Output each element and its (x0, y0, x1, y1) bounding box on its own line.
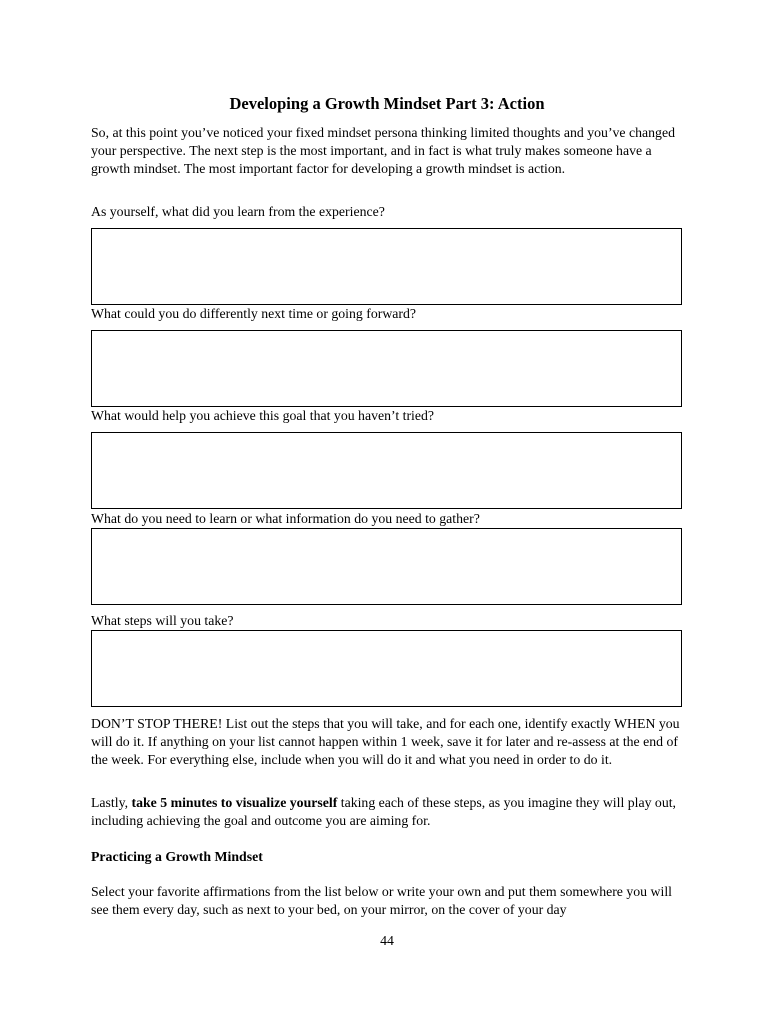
answer-box-steps[interactable] (91, 630, 682, 707)
document-page (91, 0, 683, 1024)
lastly-text-start: Lastly, (91, 795, 132, 810)
question-differently: What could you do differently next time or going forward? (91, 306, 417, 321)
page-title: Developing a Growth Mindset Part 3: Action (229, 94, 545, 113)
question-information: What do you need to learn or what information do you need to gather? (91, 511, 480, 526)
lastly-paragraph (91, 794, 683, 830)
answer-box-help[interactable] (91, 432, 682, 509)
lastly-text-end: taking each of these steps, as you imagine they will play out, including achieving the goal and outcome you are aiming for. (91, 795, 677, 828)
intro-paragraph: So, at this point you’ve noticed your fixed mindset persona thinking limited thoughts and you’ve changed your perspective. The next step is the most important, and in fact is what truly makes someone have a growth mindset. The most important factor for developing a growth mindset is action. (91, 125, 675, 176)
affirmations-paragraph: Select your favorite affirmations from the list below or write your own and put them somewhere you will see them every day, such as next to your bed, on your mirror, on the cover of your day (91, 884, 672, 917)
page-number: 44 (380, 933, 394, 948)
answer-box-learn[interactable] (91, 228, 682, 305)
question-learn: As yourself, what did you learn from the experience? (91, 204, 385, 219)
answer-box-differently[interactable] (91, 330, 682, 407)
question-steps: What steps will you take? (91, 613, 234, 628)
dont-stop-paragraph: DON’T STOP THERE! List out the steps that you will take, and for each one, identify exactly WHEN you will do it. If anything on your list cannot happen within 1 week, save it for later and re-assess at the end of the week. For everything else, include when you will do it and what you need in order to do it. (91, 716, 680, 767)
answer-box-information[interactable] (91, 528, 682, 605)
question-help: What would help you achieve this goal that you haven’t tried? (91, 408, 435, 423)
section-heading: Practicing a Growth Mindset (91, 849, 263, 864)
lastly-bold-text: take 5 minutes to visualize yourself (131, 795, 338, 810)
